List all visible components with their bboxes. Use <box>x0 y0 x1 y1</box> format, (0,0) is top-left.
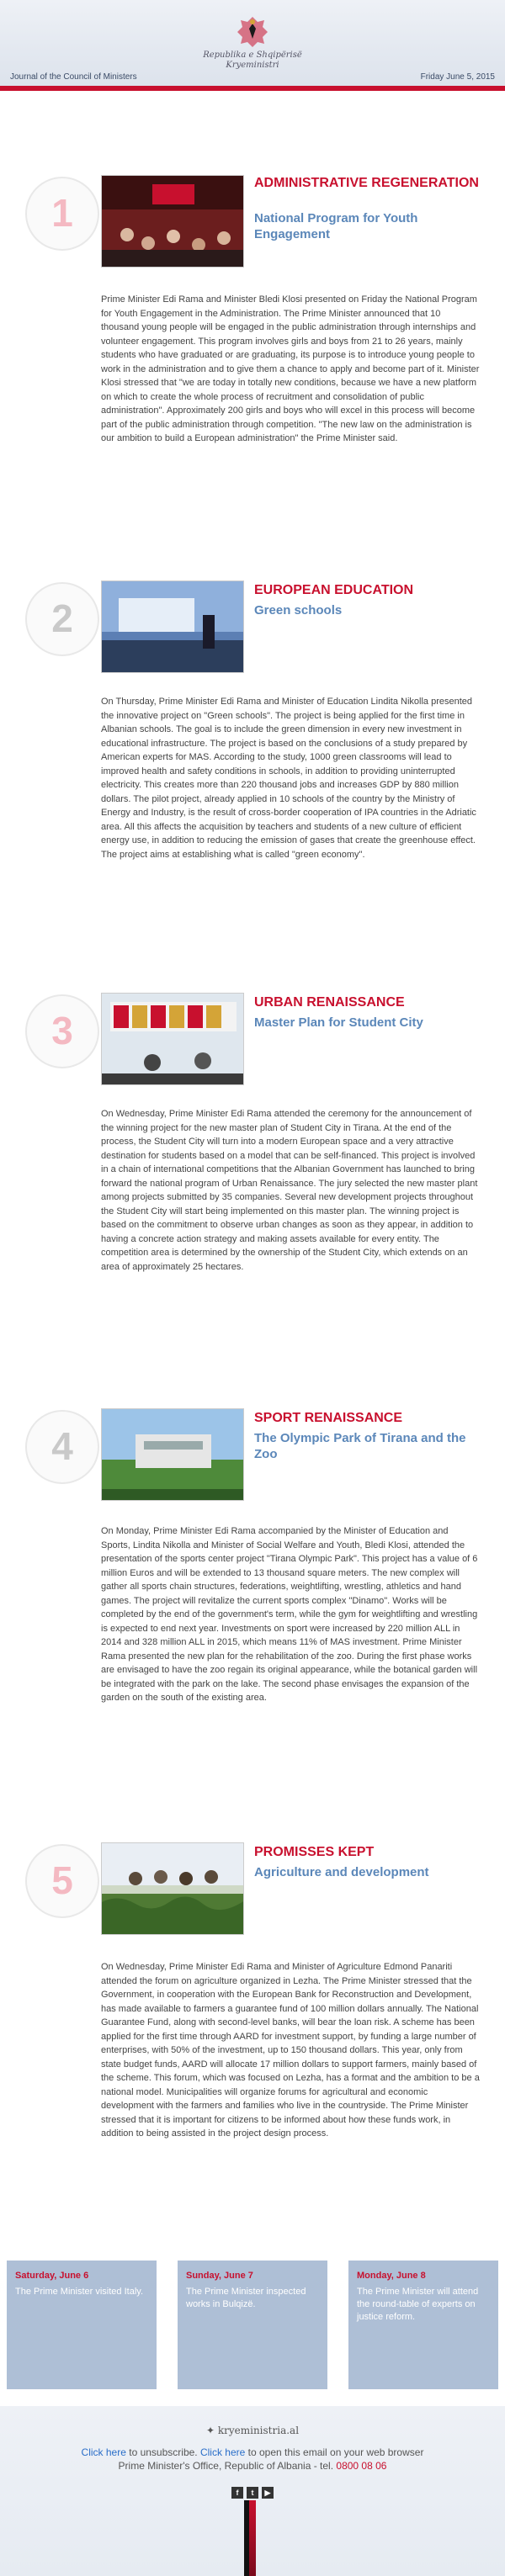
event-card[interactable] <box>348 2261 498 2389</box>
section-subtitle: National Program for Youth Engagement <box>254 211 418 241</box>
facebook-icon[interactable]: f <box>231 2487 243 2499</box>
section-subtitle: Green schools <box>254 603 343 617</box>
event-date: Sunday, June 7 <box>186 2271 253 2281</box>
section-title: ADMINISTRATIVE REGENERATION <box>254 176 479 190</box>
section-subtitle: Master Plan for Student City <box>254 1015 423 1030</box>
section-number-circle: 3 <box>25 994 99 1068</box>
section-body: On Wednesday, Prime Minister Edi Rama attended the ceremony for the announcement of the winning project for the new master plan of Student City in Tirana. At the end of the process, the Student City will turn into a modern European space and a very attractive destination for students based on a model that can be self-financed. This project is involved in a chain of international competitions that the Albanian Government has launched to bring forward the national program of Urban Renaissance. The jury selected the new master plant among projects submitted by 35 companies. Several new development projects throughout the Student City will start being implemented on this master plan. The winning project is based on the commitment to observe urban changes as soon as they appear, in addition to having a concrete action strategy and making assets available for every entity. The competition area is determined by the ownership of the Student City, which extends on an area of approximately 25 hectares. <box>101 1109 478 1272</box>
unsubscribe-link[interactable]: Click here <box>81 2446 126 2458</box>
footer-links: Click here to unsubscribe. Click here to open this email on your web browser <box>81 2446 424 2458</box>
upcoming-events <box>0 2242 505 2398</box>
section-title: URBAN RENAISSANCE <box>254 995 405 1010</box>
header <box>0 0 505 91</box>
footer-address: Prime Minister's Office, Republic of Albania - tel. 0800 08 06 <box>118 2460 387 2472</box>
journal-title: Journal of the Council of Ministers <box>10 72 137 82</box>
event-date: Monday, June 8 <box>357 2271 426 2281</box>
event-date: Saturday, June 6 <box>15 2271 89 2281</box>
republic-heading: Republika e Shqipërisë Kryeministri <box>203 50 302 70</box>
social-links <box>231 2487 274 2499</box>
section-title: EUROPEAN EDUCATION <box>254 583 414 597</box>
section-number-circle: 2 <box>25 582 99 656</box>
section-photo[interactable] <box>101 1842 244 1935</box>
event-text: The Prime Minister visited Italy. <box>15 2287 144 2297</box>
section-number-circle: 5 <box>25 1844 99 1918</box>
section-body: On Thursday, Prime Minister Edi Rama and Minister of Education Lindita Nikolla presented the innovative project on "Green schools". The project is being applied for the first time in Albanian schools. The goal is to include the green dimension in every new investment in educational infrastructure. The project is based on the conclusions of a study prepared by American experts for MAS. According to the study, 1000 green classrooms will lead to improved health and safety conditions in schools, in addition to providing uninterrupted electricity. This creates more than 220 thousand jobs and increases GDP by 880 million dollars. The pilot project, already applied in 10 schools of the country by the Ministry of Energy and Industry, is the result of cross-border cooperation of IPA countries in the Adriatic area. All this affects the acquisition by teachers and students of a new culture of efficient energy use, in addition to reducing the emission of gases that create the greenhouse effect. The project aims at establishing what is called "green economy". <box>101 697 476 860</box>
flag-stripe-red <box>249 2500 256 2576</box>
section-subtitle: Agriculture and development <box>254 1865 429 1879</box>
event-card[interactable] <box>7 2261 157 2389</box>
event-card[interactable] <box>178 2261 327 2389</box>
section-photo[interactable] <box>101 175 244 268</box>
event-text: The Prime Minister will attend the round-table of experts on justice reform. <box>357 2287 479 2322</box>
section-title: PROMISSES KEPT <box>254 1845 375 1859</box>
section-body: On Monday, Prime Minister Edi Rama accompanied by the Minister of Education and Sports, Lindita Nikolla and Minister of Social Welfare and Youth, Bledi Klosi, attended the presentation of the sports center project "Tirana Olympic Park". This project has a value of 6 million Euros and will be extended to 13 thousand square meters. The new complex will gather all sports chain structures, federations, weightlifting, wrestling, athletics and hand games. The project will revitalize the current sports complex "Dinamo". Works will be completed by the end of the government's term, while the gym for weightlifting and wrestling is expected to end next year. Investments on sport were increased by 220 million ALL in 2014 and 328 million ALL in 2015, which means 11% of MAS investment. Prime Minister Rama presented the new plan for the rehabilitation of the zoo. During the first phase works are envisaged to have the zoo regain its original appearance, while the botanical garden will be integrated with the park on the lake. The second phase envisages the expansion of the garden on the south of the existing area. <box>101 1526 478 1703</box>
open-in-browser-link[interactable]: Click here <box>199 2446 246 2458</box>
section-number-circle: 1 <box>25 177 99 251</box>
section-title: SPORT RENAISSANCE <box>254 1411 403 1425</box>
section-body: On Wednesday, Prime Minister Edi Rama and Minister of Agriculture Edmond Panariti attended the forum on agriculture organized in Lezha. The Prime Minister stressed that the Government, in cooperation with the European Bank for Reconstruction and Development, has made available to farmers a guarantee fund of 100 million dollars annually. The National Guarantee Fund, along with second-level banks, will bear the loan risk. A scheme has been applied for the first time through AARD for investment support, by funding a large number of enterprises, with 50% of the investment, up to 150 thousand dollars. This year, only from state budget funds, AARD will allocate 17 million dollars to support farmers, mainly based of the scheme. This forum, which was focused on Lezha, has a format and the ambition to be a national model. Municipalities will organize forums for agricultural and economic development with the farmers and families who live in the countryside. The Prime Minister stressed that it is important for citizens to be informed about how these funds work, in addition to being assisted in the project design process. <box>101 1962 480 2139</box>
footer-phone[interactable]: 0800 08 06 <box>336 2460 387 2472</box>
event-text: The Prime Minister inspected works in Bulqizë. <box>186 2287 306 2309</box>
albania-emblem-icon <box>234 13 271 50</box>
section-subtitle: The Olympic Park of Tirana and the Zoo <box>254 1431 466 1461</box>
section-number-circle: 4 <box>25 1410 99 1484</box>
youtube-icon[interactable]: ▶ <box>262 2487 274 2499</box>
section-photo[interactable] <box>101 993 244 1085</box>
section-photo[interactable] <box>101 1408 244 1501</box>
issue-date: Friday June 5, 2015 <box>420 72 495 82</box>
twitter-icon[interactable]: t <box>247 2487 258 2499</box>
footer-site-logo[interactable]: ✦ kryeministria.al <box>205 2425 300 2436</box>
section-photo[interactable] <box>101 580 244 673</box>
section-body: Prime Minister Edi Rama and Minister Bledi Klosi presented on Friday the National Program for Youth Engagement in the Administration. The Prime Minister announced that 10 thousand young people will be engaged in the public administration through internships and volunteer engagement. This program involves girls and boys from 21 to 26 years, mainly students who have graduated or are graduating, its purpose is to introduce young people to work in the administration and to give them a chance to apply and become part of it. Minister Klosi stressed that "we are today in totally new conditions, because we have a new platform on which to create the whole process of recruitment and consolidation of public administration". Approximately 200 girls and boys who will excel in this process will become part of the public administration through competition. "The new law on the administration is our ambition to build a European administration" the Prime Minister said. <box>101 294 480 443</box>
eagle-icon: ✦ <box>205 2425 215 2436</box>
